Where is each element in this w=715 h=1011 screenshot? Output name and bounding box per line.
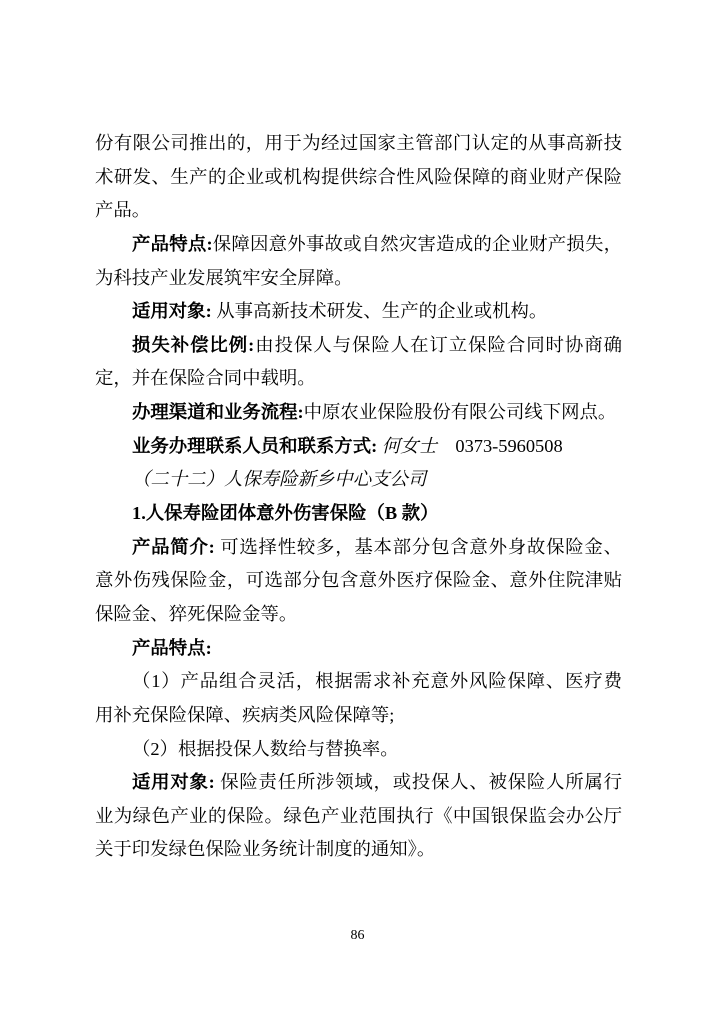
text-line [95,194,622,228]
text-line [95,531,622,565]
page-footer [0,926,715,946]
text-segment: 办理渠道和业务流程: [132,402,304,423]
text-segment: 产品。 [95,200,151,221]
text-line [95,665,622,699]
text-segment: 份有限公司推出的，用于为经过国家主管部门认定的从事高新技 [95,133,622,153]
text-segment: 中原农业保险股份有限公司线下网点。 [303,402,617,423]
text-segment: 由投保人与保险人在订立保险合同时协商确 [254,334,622,355]
text-segment: 可选择性较多，基本部分包含意外身故保险金、 [214,536,622,557]
text-segment: 产品简介: [132,536,215,557]
text-segment: 术研发、生产的企业或机构提供综合性风险保障的商业财产保险 [95,166,622,187]
page-number: 86 [350,928,365,943]
text-line [95,699,622,733]
text-line [95,362,622,396]
text-segment: 0373-5960508 [436,435,563,456]
text-segment: 产品特点: [132,637,212,658]
text-line [95,161,622,195]
text-line [95,733,622,767]
text-segment: 意外伤残保险金，可选部分包含意外医疗保险金、意外住院津贴 [95,570,622,591]
text-line [95,766,622,800]
text-segment: （二十二）人保寿险新乡中心支公司 [132,469,427,490]
text-line [95,463,622,497]
text-line [95,564,622,598]
text-line [95,598,622,632]
text-segment: 从事高新技术研发、生产的企业或机构。 [211,301,548,322]
text-line [95,497,622,531]
text-line [95,800,622,834]
text-segment: 保险金、猝死保险金等。 [95,603,298,624]
text-line [95,262,622,296]
text-segment: 适用对象: [132,772,215,793]
text-segment: 何女士 [377,435,437,456]
text-line [95,632,622,666]
text-segment: 业为绿色产业的保险。绿色产业范围执行《中国银保监会办公厅 [95,805,622,826]
text-segment: （1）产品组合灵活，根据需求补充意外风险保障、医疗费 [132,671,622,692]
text-segment: 用补充保险保障、疾病类风险保障等; [95,704,395,725]
text-segment: 定，并在保险合同中载明。 [95,368,316,389]
text-segment: 保障因意外事故或自然灾害造成的企业财产损失， [212,233,622,254]
text-segment: 保险责任所涉领域，或投保人、被保险人所属行 [214,772,622,793]
text-line [95,127,622,161]
text-segment: 1.人保寿险团体意外伤害保险（B 款） [132,503,439,524]
text-segment: 适用对象: [132,301,212,322]
text-line [95,329,622,363]
document-body [95,127,622,867]
text-line [95,295,622,329]
text-segment: 业务办理联系人员和联系方式: [132,435,378,456]
text-line [95,228,622,262]
text-line [95,430,622,464]
text-line [95,833,622,867]
text-segment: 损失补偿比例: [132,334,255,355]
text-segment: 为科技产业发展筑牢安全屏障。 [95,267,353,288]
text-segment: （2）根据投保人数给与替换率。 [132,738,399,759]
text-segment: 关于印发绿色保险业务统计制度的通知》。 [95,839,436,860]
text-segment: 产品特点: [132,233,213,254]
text-line [95,396,622,430]
